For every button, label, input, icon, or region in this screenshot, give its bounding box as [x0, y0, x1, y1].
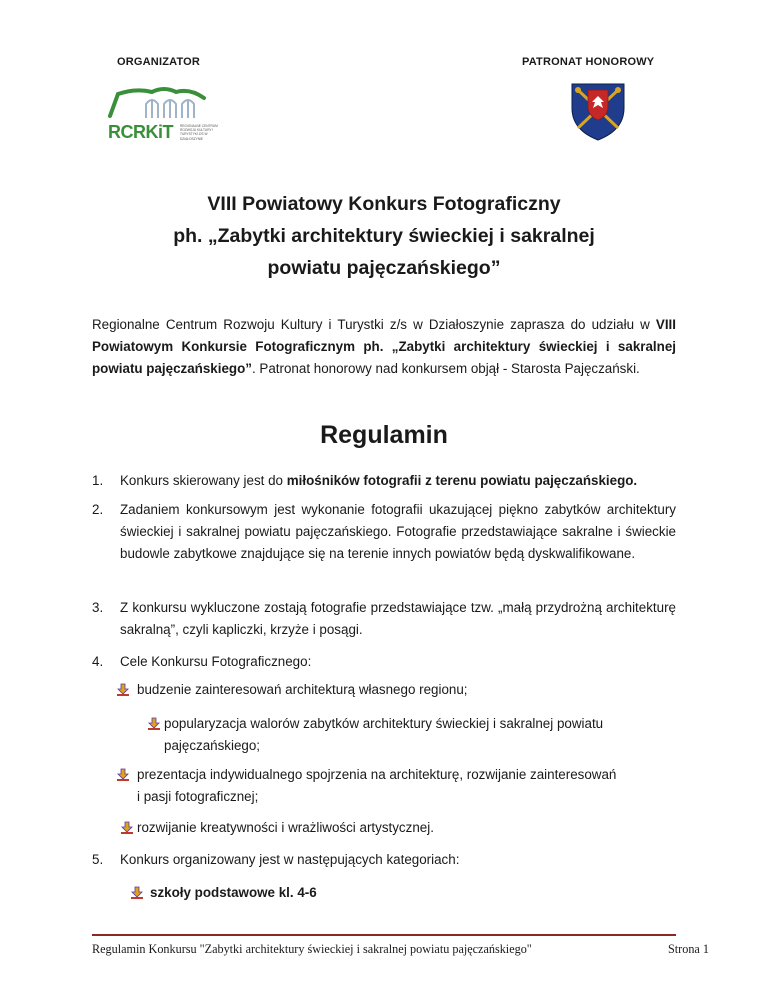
rcrkit-logo: [106, 80, 226, 146]
patron-label: PATRONAT HONOROWY: [522, 56, 655, 68]
footer-divider: [92, 934, 676, 936]
arrow-down-icon: [130, 886, 144, 900]
category-item: szkoły podstawowe kl. 4-6: [150, 885, 317, 900]
rule-text: Konkurs skierowany jest do: [120, 473, 287, 488]
rule-number: 3.: [92, 600, 104, 615]
arrow-down-icon: [116, 683, 130, 697]
rule-item-1: [92, 470, 676, 492]
title-line-2: ph. „Zabytki architektury świeckiej i sakralnej: [173, 225, 595, 247]
rule-number: 1.: [92, 473, 104, 488]
rule-text: Z konkursu wykluczone zostają fotografie przedstawiające tzw. „małą przydrożną architekturę sakralną”, czyli kapliczki, krzyże i posągi.: [120, 600, 676, 637]
rule-number: 4.: [92, 654, 104, 669]
rule-item-5: [92, 849, 676, 871]
goal-item: prezentacja indywidualnego spojrzenia na architekturę, rozwijanie zainteresowań: [137, 767, 617, 782]
logo-subtext: REGIONALNE CENTRUM ROZWOJU KULTURY I TURYSTYKI Z/S W DZIAŁOSZYNIE: [180, 124, 218, 141]
arrow-down-icon: [116, 768, 130, 782]
title-line-3: powiatu pajęczańskiego”: [267, 257, 501, 279]
goal-item-continuation: i pasji fotograficznej;: [137, 789, 259, 804]
intro-paragraph: [92, 314, 676, 380]
arrow-down-icon: [147, 717, 161, 731]
footer-document-title: Regulamin Konkursu "Zabytki architektury świeckiej i sakralnej powiatu pajęczańskiego": [92, 942, 532, 956]
rule-item-4: [92, 651, 676, 673]
goal-item: popularyzacja walorów zabytków architektury świeckiej i sakralnej powiatu: [164, 716, 604, 731]
rule-text: Konkurs organizowany jest w następujących kategoriach:: [120, 852, 460, 867]
intro-text-1: Regionalne Centrum Rozwoju Kultury i Turystki z/s w Działoszynie zaprasza do udziału w: [92, 317, 656, 332]
rule-text-bold: miłośników fotografii z terenu powiatu pajęczańskiego.: [286, 473, 638, 488]
rule-text: Zadaniem konkursowym jest wykonanie fotografii ukazującej piękno zabytków architektury świeckiej i sakralnej powiatu pajęczańskiego. Fotografie przedstawiające sakralne i świeckie budowle zabytkowe znajdujące się na terenie innych powiatów będą dyskwalifikowane.: [120, 502, 676, 561]
rule-number: 5.: [92, 852, 104, 867]
coat-of-arms: [566, 78, 630, 142]
intro-text-2: . Patronat honorowy nad konkursem objął - Starosta Pajęczański.: [251, 361, 640, 376]
organizer-label: ORGANIZATOR: [117, 56, 201, 68]
rule-item-2: [92, 499, 676, 589]
rule-number: 2.: [92, 502, 104, 517]
goal-item: rozwijanie kreatywności i wrażliwości artystycznej.: [137, 820, 434, 835]
footer-page-number: Strona 1: [668, 942, 709, 956]
title-line-1: VIII Powiatowy Konkurs Fotograficzny: [207, 193, 561, 215]
logo-text: RCRKiT: [108, 122, 173, 142]
arrow-down-icon: [120, 821, 134, 835]
rule-text: Cele Konkursu Fotograficznego:: [120, 654, 312, 669]
goal-item-continuation: pajęczańskiego;: [164, 738, 261, 753]
regulamin-heading: Regulamin: [320, 421, 448, 449]
shield-icon: [566, 78, 630, 142]
intro-contest-name: VIII Powiatowym Konkursie Fotograficznym ph. „Zabytki architektury świeckiej i sakralnej powiatu pajęczańskiego”: [92, 317, 676, 376]
rule-item-3: [92, 597, 676, 641]
goal-item: budzenie zainteresowań architekturą własnego regionu;: [137, 682, 468, 697]
